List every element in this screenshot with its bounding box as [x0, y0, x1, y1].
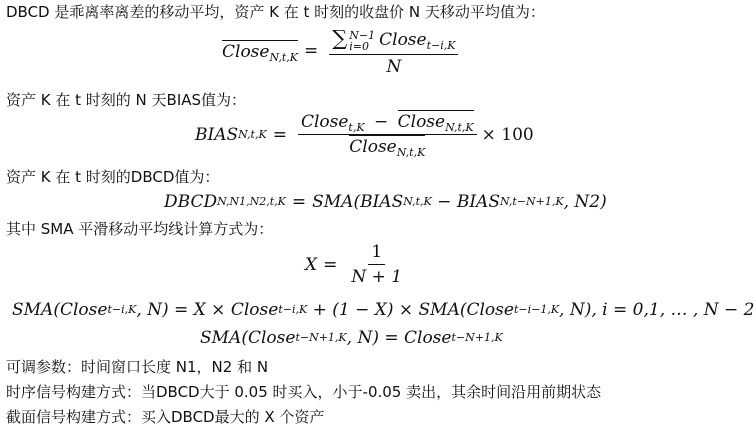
equation-sma-initial: SMA(Close t−N+1,K , N) = Close t−N+1,K [200, 328, 503, 348]
sma-intro-text: 其中 SMA 平滑移动平均线计算方式为： [6, 220, 274, 238]
eq1-denominator: N [386, 56, 402, 77]
parameters-text: 可调参数：时间窗口长度 N1，N2 和 N [6, 358, 269, 376]
bias-intro-text: 资产 K 在 t 时刻的 N 天BIAS值为： [6, 91, 247, 109]
eq2-numerator: Close$_{t,K}$ − Close$_{N,t,K}$ [298, 112, 477, 135]
equation-dbcd: DBCD N,N1,N2,t,K = SMA(BIAS N,t,K − BIAS N,t−N+1,K , N2) [164, 192, 607, 212]
eq2-fraction [298, 112, 477, 157]
equation-bias: BIAS N,t,K = $\frac{Close_{t,K} - Close_{N,t,K}}{Close_{N,t,K}}$ × 100 [195, 112, 534, 159]
equation-moving-average: Close$_{N,t,K}$ = ∑ N−1 i=0 Close$_{t-i,K}$ N [222, 26, 463, 77]
sigma-symbol: ∑ [332, 26, 348, 50]
equation-x: X = $\frac{1}{N + 1}$ [305, 242, 410, 287]
timeseries-signal-text: 时序信号构建方式：当DBCD大于 0.05 时买入，小于-0.05 卖出，其余时间沿用前期状态 [6, 383, 602, 401]
cross-section-signal-text: 截面信号构建方式：买入DBCD最大的 X 个资产 [6, 408, 325, 426]
eq1-fraction [329, 26, 458, 77]
equation-sma-recursion: SMA(Close t−i,K , N) = X × Close t−i,K + (1 − X) × SMA(Close t−i−1,K , N), i = 0,1, … , N − 2 [12, 300, 754, 320]
eq1-lhs: Close$_{N,t,K}$ [222, 42, 299, 65]
eq2-denominator: Close$_{N,t,K}$ [349, 137, 426, 159]
intro-text: DBCD 是乖离率离差的移动平均，资产 K 在 t 时刻的收盘价 N 天移动平均值为： [6, 3, 545, 21]
eq1-numerator: ∑ N−1 i=0 Close$_{t-i,K}$ [329, 26, 458, 55]
dbcd-intro-text: 资产 K 在 t 时刻的DBCD值为： [6, 168, 220, 186]
eq4-fraction: $\frac{1}{N + 1}$ [351, 242, 403, 287]
